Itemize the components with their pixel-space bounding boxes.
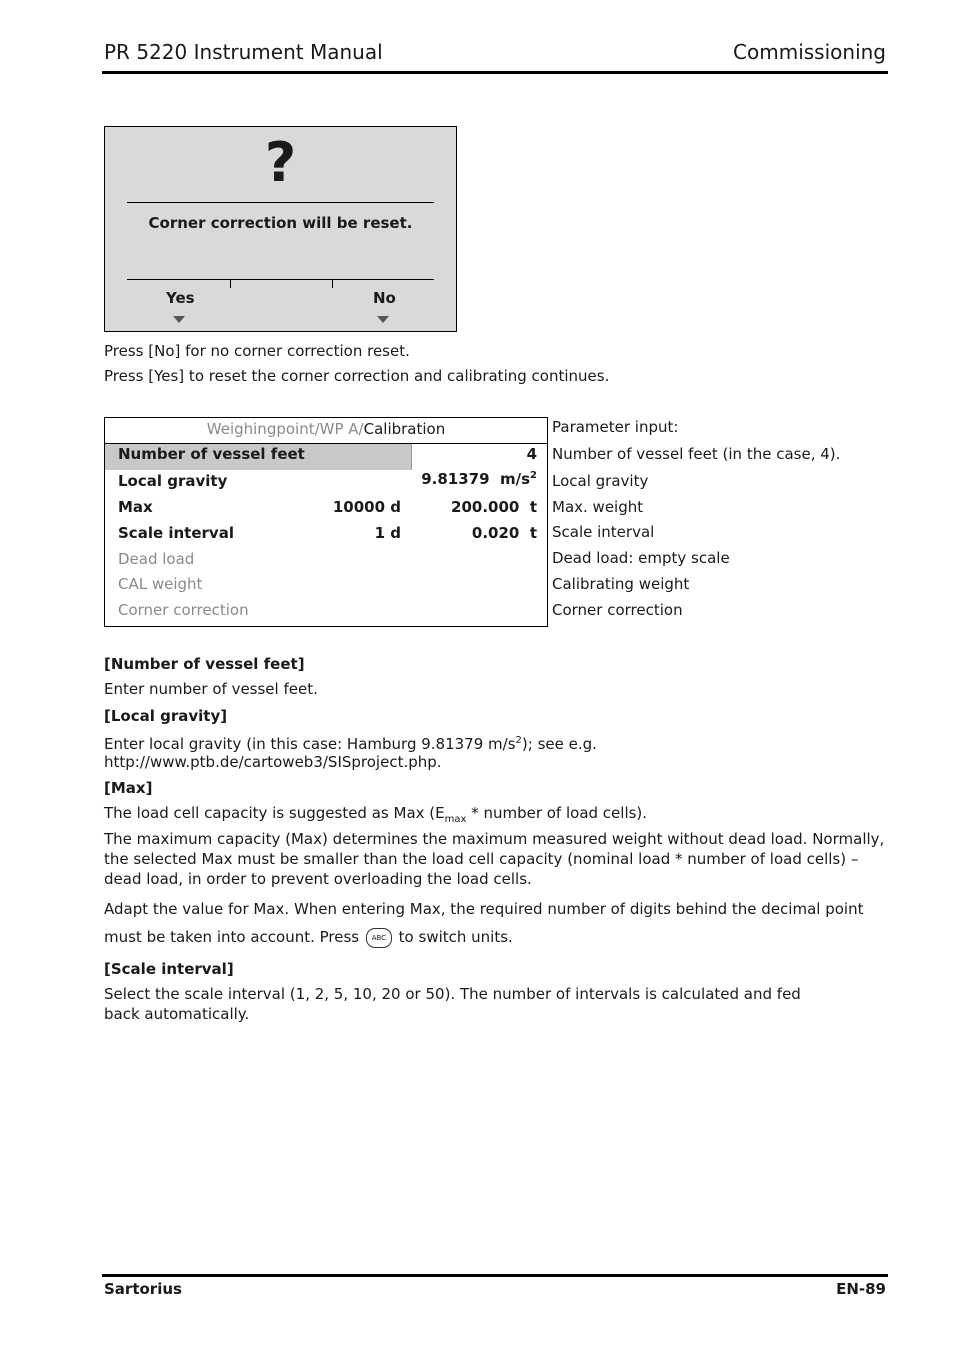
text-scale-interval: Select the scale interval (1, 2, 5, 10, 20 or 50). The number of intervals is calculated and fed back automatically. <box>104 985 801 1023</box>
intro-line-no: Press [No] for no corner correction reset. <box>104 342 410 360</box>
question-icon: ? <box>264 131 297 194</box>
heading-local-gravity: [Local gravity] <box>104 707 228 725</box>
param-label-dead-load: Dead load <box>118 550 195 568</box>
text-local-gravity: Enter local gravity (in this case: Hamburg 9.81379 $m/s^2$); see e.g. <box>104 735 597 753</box>
confirm-dialog <box>104 126 457 332</box>
desc-cal-weight: Calibrating weight <box>552 575 690 593</box>
param-value-max: 200.000 t <box>451 498 537 516</box>
param-label-corner-correction: Corner correction <box>118 601 249 619</box>
header-divider <box>102 71 888 74</box>
param-label-vessel-feet[interactable]: Number of vessel feet <box>118 445 305 463</box>
param-label-max[interactable]: Max <box>118 498 153 516</box>
intro-line-yes: Press [Yes] to reset the corner correction and calibrating continues. <box>104 367 610 385</box>
text-max-adapt: Adapt the value for Max. When entering Max, the required number of digits behind the decimal point must be taken into account. Press ABC to switch units. <box>104 900 864 946</box>
manual-title: PR 5220 Instrument Manual <box>104 40 383 64</box>
dialog-message: Corner correction will be reset. <box>148 214 413 232</box>
desc-header: Parameter input: <box>552 418 679 436</box>
breadcrumb-path: Weighingpoint/WP A/ <box>206 420 364 438</box>
softkey-separator <box>230 279 231 288</box>
heading-vessel-feet: [Number of vessel feet] <box>104 655 305 673</box>
section-title: Commissioning <box>733 40 886 64</box>
text-max-capacity: The maximum capacity (Max) determines the maximum measured weight without dead load. Normally, the selected Max must be smaller than the load cell capacity (nominal load * number of load cells) – dead load, in order to prevent overloading the load cells. <box>104 830 885 888</box>
desc-scale-interval: Scale interval <box>552 523 655 541</box>
yes-softkey-arrow-icon <box>173 316 185 323</box>
footer-brand: Sartorius <box>104 1280 182 1298</box>
param-label-cal-weight: CAL weight <box>118 575 203 593</box>
breadcrumb-current: Calibration <box>363 420 446 438</box>
heading-scale-interval: [Scale interval] <box>104 960 234 978</box>
desc-dead-load: Dead load: empty scale <box>552 549 730 567</box>
footer-divider <box>102 1274 888 1277</box>
dialog-divider-bottom <box>127 279 434 280</box>
calibration-parameter-table <box>104 417 548 627</box>
param-value-local-gravity: 9.81379 $m/s^2$ <box>421 470 537 488</box>
no-button[interactable]: No <box>373 289 396 307</box>
param-value-vessel-feet: 4 <box>526 445 537 463</box>
param-label-local-gravity[interactable]: Local gravity <box>118 472 228 490</box>
softkey-separator <box>332 279 333 288</box>
desc-local-gravity: Local gravity <box>552 472 649 490</box>
text-max-suggestion: The load cell capacity is suggested as Max ($E_{max}$ * number of load cells). <box>104 804 648 825</box>
dialog-divider-top <box>127 202 434 203</box>
abc-key-icon: ABC <box>366 928 392 948</box>
param-label-scale-interval[interactable]: Scale interval <box>118 524 234 542</box>
text-vessel-feet: Enter number of vessel feet. <box>104 680 318 698</box>
page-number: EN-89 <box>836 1280 886 1298</box>
desc-max: Max. weight <box>552 498 644 516</box>
param-divisions-max: 10000 d <box>332 498 401 516</box>
param-divisions-scale-interval: 1 d <box>374 524 401 542</box>
menu-breadcrumb <box>105 420 547 438</box>
link-ptb[interactable]: http://www.ptb.de/cartoweb3/SISproject.php. <box>104 753 442 771</box>
desc-vessel-feet: Number of vessel feet (in the case, 4). <box>552 445 841 463</box>
no-softkey-arrow-icon <box>377 316 389 323</box>
param-value-scale-interval: 0.020 t <box>471 524 537 542</box>
heading-max: [Max] <box>104 779 153 797</box>
yes-button[interactable]: Yes <box>166 289 195 307</box>
desc-corner-correction: Corner correction <box>552 601 683 619</box>
